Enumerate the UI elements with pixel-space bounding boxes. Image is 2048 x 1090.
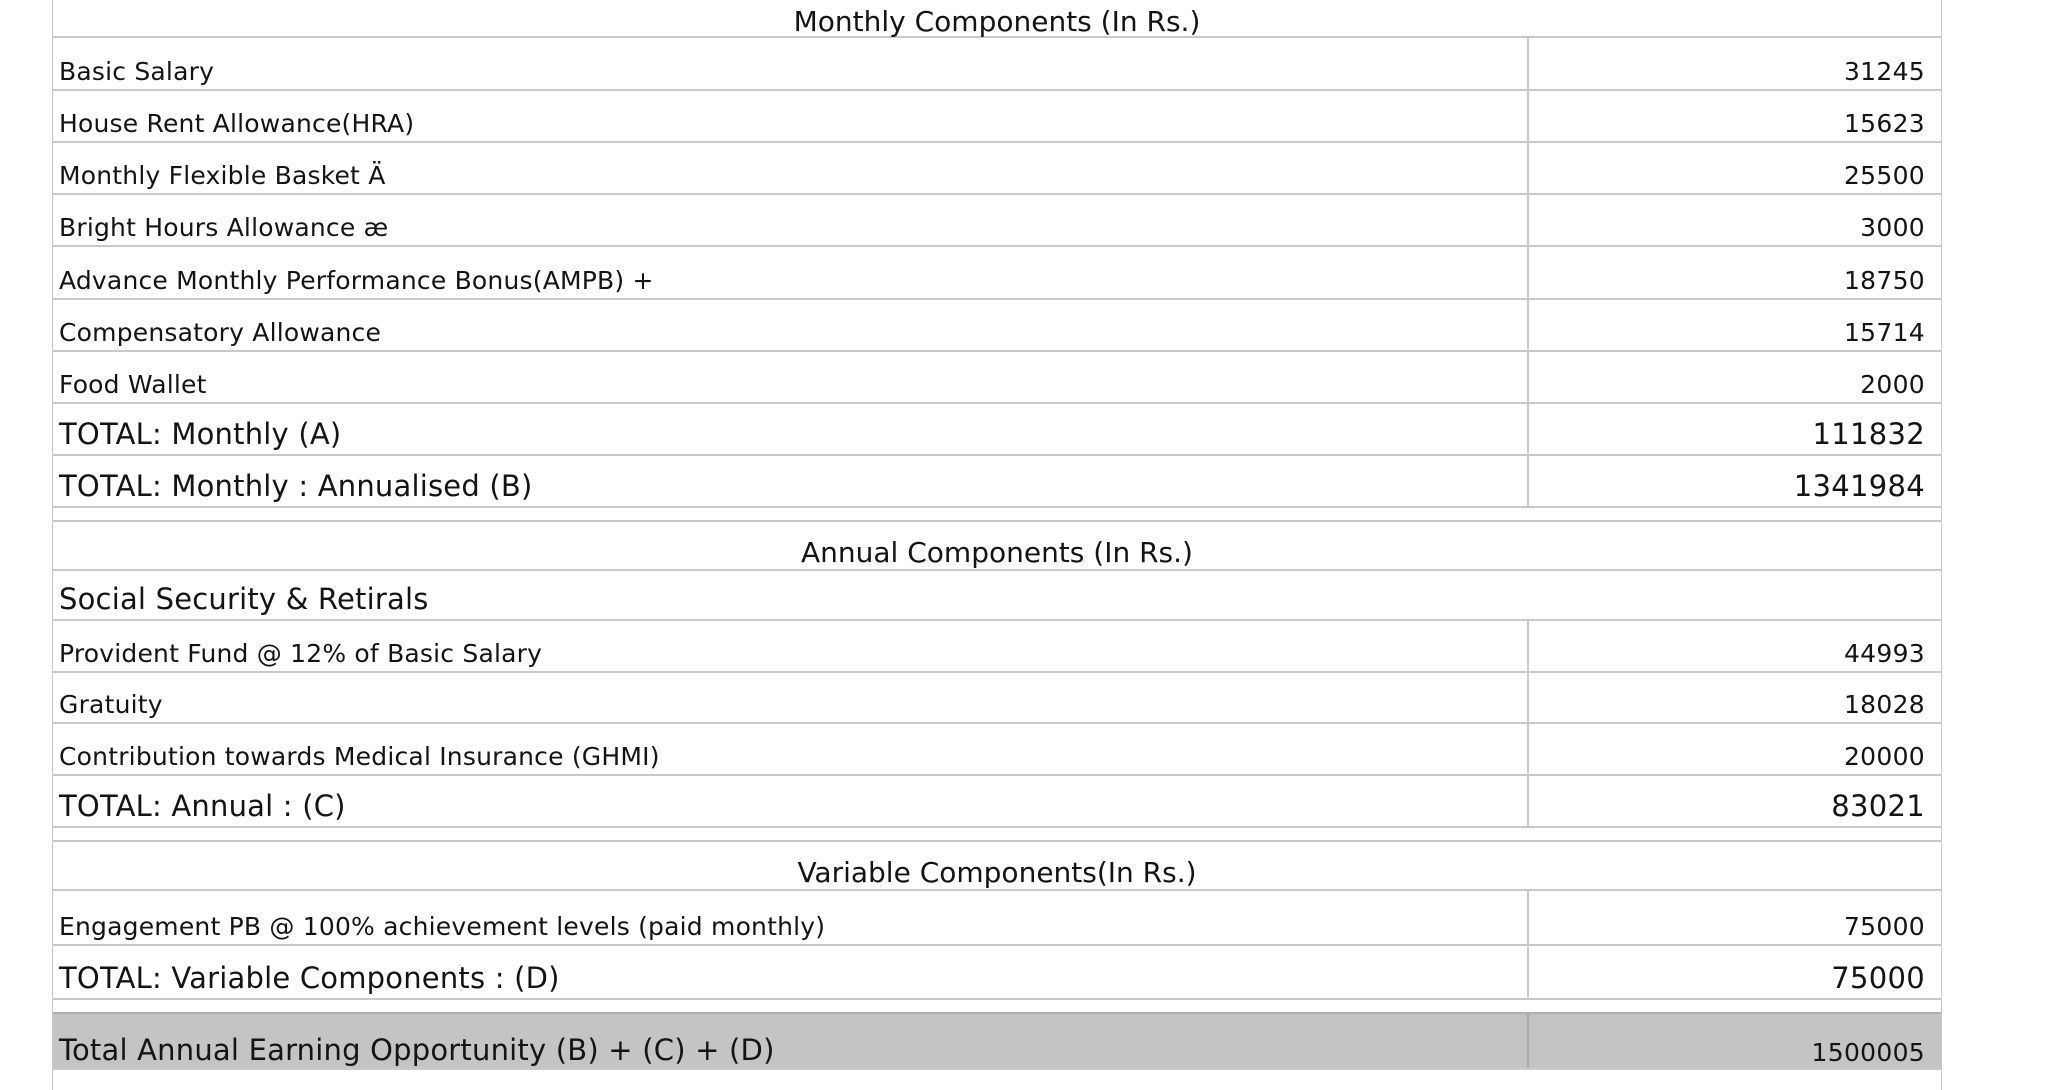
table-row — [53, 195, 1941, 247]
annual-subheader: Social Security & Retirals — [59, 582, 429, 616]
monthly-section-title: Monthly Components (In Rs.) — [793, 5, 1201, 38]
total-row-a — [53, 404, 1941, 456]
grand-total-value: 1500005 — [1811, 1038, 1925, 1067]
row-label: Engagement PB @ 100% achievement levels (paid monthly) — [59, 912, 826, 941]
row-label: Contribution towards Medical Insurance (GHMI) — [59, 742, 660, 771]
annual-section-header — [53, 522, 1941, 571]
table-row — [53, 247, 1941, 300]
table-row — [53, 300, 1941, 352]
grand-total-row — [53, 1012, 1941, 1070]
row-value: 44993 — [1843, 639, 1925, 668]
total-label: TOTAL: Monthly : Annualised (B) — [59, 469, 533, 503]
table-row — [53, 38, 1941, 91]
row-value: 31245 — [1843, 57, 1925, 86]
table-row — [53, 724, 1941, 776]
total-value: 83021 — [1831, 789, 1925, 823]
variable-section-title: Variable Components(In Rs.) — [797, 856, 1197, 889]
row-value: 20000 — [1843, 742, 1925, 771]
annual-section-title: Annual Components (In Rs.) — [801, 536, 1193, 569]
row-value: 18750 — [1843, 266, 1925, 295]
table-row — [53, 143, 1941, 195]
total-row-b — [53, 456, 1941, 508]
row-value: 2000 — [1860, 370, 1925, 399]
total-row-c — [53, 776, 1941, 828]
table-row — [53, 91, 1941, 143]
row-label: Basic Salary — [59, 57, 215, 86]
monthly-section-header — [53, 0, 1941, 38]
total-label: TOTAL: Annual : (C) — [59, 789, 346, 823]
variable-section-header — [53, 842, 1941, 891]
row-value: 15623 — [1843, 109, 1925, 138]
row-label: House Rent Allowance(HRA) — [59, 109, 415, 138]
total-row-d — [53, 946, 1941, 1000]
row-label: Provident Fund @ 12% of Basic Salary — [59, 639, 543, 668]
row-label: Advance Monthly Performance Bonus(AMPB) + — [59, 266, 654, 295]
total-label: TOTAL: Variable Components : (D) — [59, 961, 560, 995]
row-value: 15714 — [1843, 318, 1925, 347]
row-label: Gratuity — [59, 690, 163, 719]
row-label: Bright Hours Allowance æ — [59, 213, 389, 242]
compensation-table — [52, 0, 1942, 1090]
grand-total-label: Total Annual Earning Opportunity (B) + (C) + (D) — [59, 1033, 775, 1067]
total-value: 1341984 — [1793, 469, 1925, 503]
row-value: 75000 — [1843, 912, 1925, 941]
row-label: Food Wallet — [59, 370, 207, 399]
row-value: 18028 — [1843, 690, 1925, 719]
total-label: TOTAL: Monthly (A) — [59, 417, 342, 451]
row-label: Monthly Flexible Basket Ä — [59, 161, 386, 190]
section-spacer — [53, 508, 1941, 522]
table-row — [53, 621, 1941, 673]
annual-subheader-row — [53, 571, 1941, 621]
row-label: Compensatory Allowance — [59, 318, 382, 347]
table-row — [53, 352, 1941, 404]
row-value: 3000 — [1860, 213, 1925, 242]
table-row — [53, 673, 1941, 724]
total-value: 75000 — [1831, 961, 1925, 995]
total-value: 111832 — [1812, 417, 1925, 451]
table-row — [53, 891, 1941, 946]
row-value: 25500 — [1843, 161, 1925, 190]
section-spacer — [53, 1000, 1941, 1012]
section-spacer — [53, 828, 1941, 842]
